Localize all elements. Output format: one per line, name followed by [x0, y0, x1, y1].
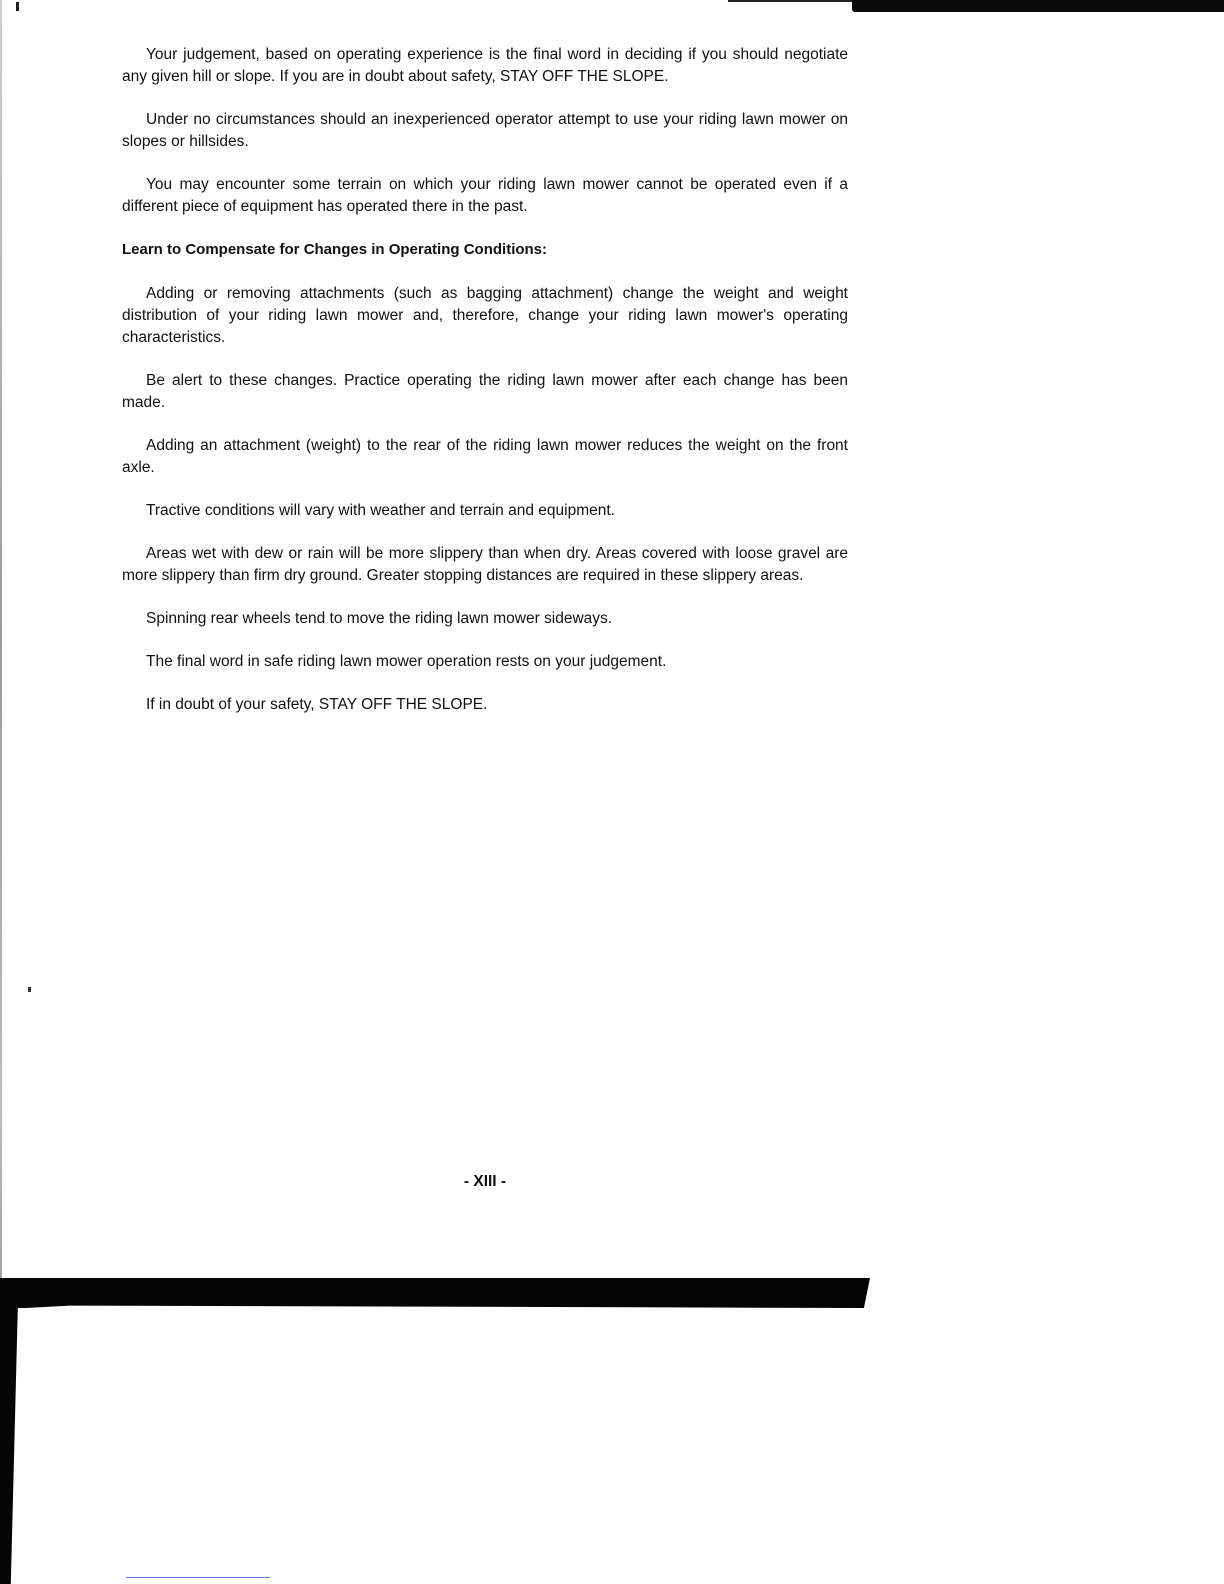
scan-bottom-line: [126, 1577, 270, 1578]
paragraph-rear-weight: Adding an attachment (weight) to the rear of the riding lawn mower reduces the weight on the front axle.: [122, 437, 848, 476]
scan-top-tick: [16, 2, 19, 11]
paragraph-tractive-conditions: Tractive conditions will vary with weather and terrain and equipment.: [146, 502, 615, 519]
paragraph-terrain: You may encounter some terrain on which your riding lawn mower cannot be operated even if a different piece of equipment has operated there in the past.: [122, 176, 848, 215]
scan-bottom-left-edge: [0, 1300, 18, 1584]
scan-top-line: [728, 0, 854, 2]
paragraph-stay-off: If in doubt of your safety, STAY OFF THE SLOPE.: [146, 696, 488, 713]
scan-speck: [28, 987, 31, 992]
paragraph-final-word: The final word in safe riding lawn mower operation rests on your judgement.: [146, 653, 667, 670]
paragraph-be-alert: Be alert to these changes. Practice operating the riding lawn mower after each change has been made.: [122, 372, 848, 411]
paragraph-slippery-areas: Areas wet with dew or rain will be more slippery than when dry. Areas covered with loose gravel are more slippery than firm dry ground. Greater stopping distances are required in these slippery areas.: [122, 545, 848, 584]
scan-bottom-band: [0, 1278, 870, 1308]
paragraph-spinning-wheels: Spinning rear wheels tend to move the riding lawn mower sideways.: [146, 610, 613, 627]
page-content: [122, 44, 848, 737]
page-number: - XIII -: [463, 1173, 507, 1190]
paragraph-attachments: Adding or removing attachments (such as bagging attachment) change the weight and weight distribution of your riding lawn mower and, therefore, change your riding lawn mower's operating characteristics.: [122, 285, 848, 346]
scan-top-bar: [852, 0, 1224, 12]
paragraph-judgement: Your judgement, based on operating experience is the final word in deciding if you should negotiate any given hill or slope. If you are in doubt about safety, STAY OFF THE SLOPE.: [122, 46, 848, 85]
paragraph-inexperienced-operator: Under no circumstances should an inexperienced operator attempt to use your riding lawn mower on slopes or hillsides.: [122, 111, 848, 150]
section-heading: Learn to Compensate for Changes in Operating Conditions:: [122, 241, 548, 258]
